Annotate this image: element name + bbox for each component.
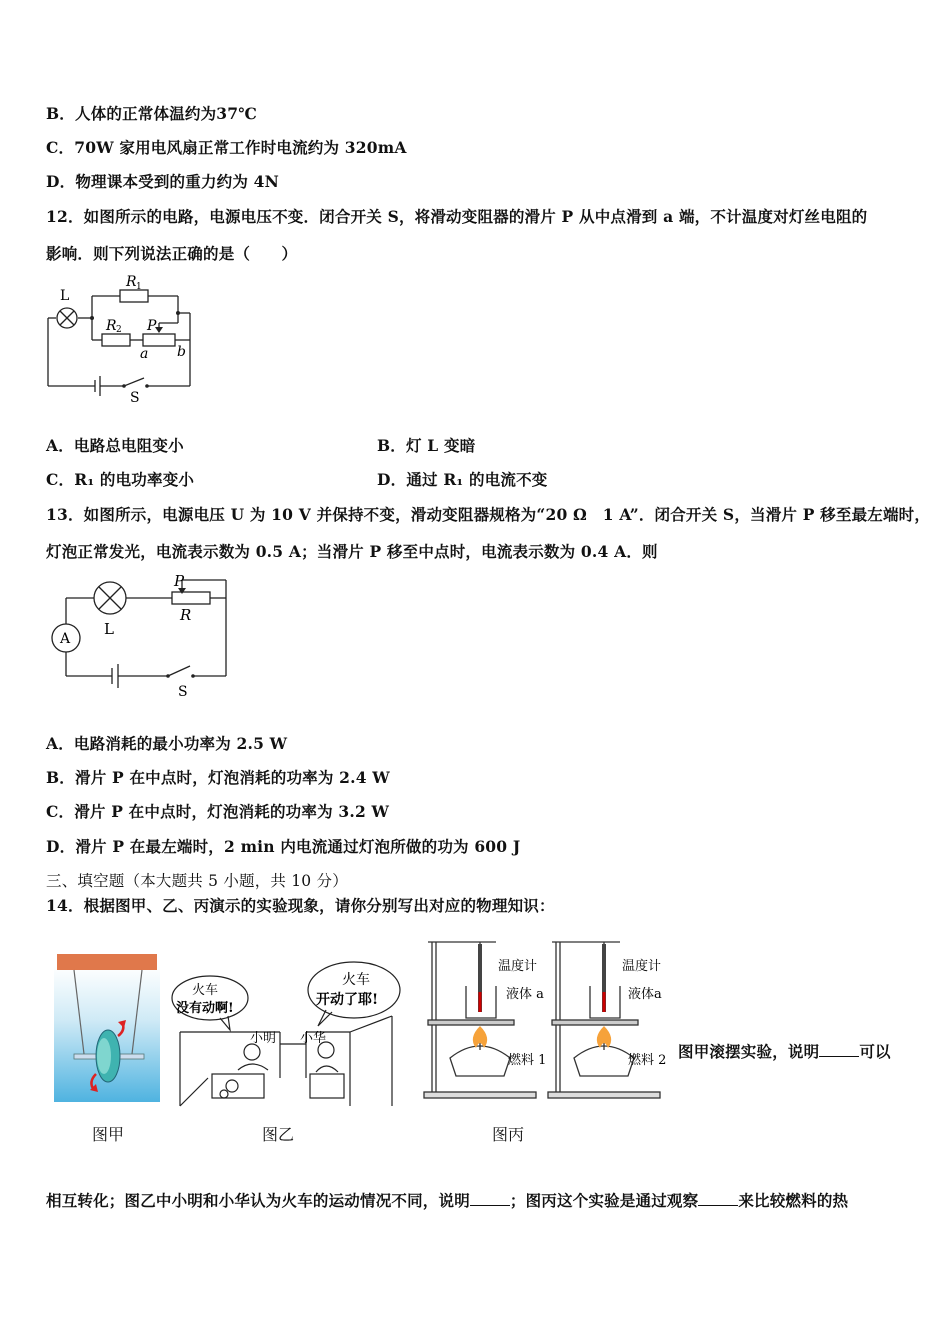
q12-label-a: a (140, 346, 149, 362)
q13-circuit-figure (44, 568, 244, 704)
q13-option-c: C．滑片 P 在中点时，灯泡消耗的功率为 3.2 W (46, 802, 390, 821)
q14-side-text-start: 图甲滚摆实验，说明 (678, 1042, 820, 1061)
q14-caption-bing: 图丙 (492, 1125, 525, 1144)
q13-label-p: P (174, 572, 185, 590)
q14-stem: 14．根据图甲、乙、丙演示的实验现象，请你分别写出对应的物理知识： (46, 896, 555, 915)
q13-label-s: S (178, 684, 188, 700)
q13-label-l: L (104, 620, 114, 638)
q12-label-r2-sub: 2 (116, 325, 122, 335)
q14-figure-yi (170, 958, 420, 1110)
q14-blank-3[interactable] (698, 1191, 738, 1206)
q12-label-p: P (147, 318, 157, 334)
q14-fuel1-label: 燃料 1 (508, 1053, 547, 1068)
q14-bubble2-line2: 开动了耶! (316, 992, 379, 1008)
q12-option-c: C．R₁ 的电功率变小 (46, 470, 195, 489)
q13-option-a: A．电路消耗的最小功率为 2.5 W (46, 734, 288, 753)
q14-label-xiaoming: 小明 (250, 1031, 277, 1046)
section-3-heading: 三、填空题（本大题共 5 小题，共 10 分） (46, 872, 348, 890)
q14-label-xiaohua: 小华 (300, 1031, 327, 1046)
q14-bottom-part2: ；图丙这个实验是通过观察 (509, 1191, 699, 1210)
q13-stem-line2: 灯泡正常发光，电流表示数为 0.5 A；当滑片 P 移至中点时，电流表示数为 0.4 A．则 (46, 542, 658, 561)
q14-caption-jia: 图甲 (92, 1125, 125, 1144)
q14-fuel2-label: 燃料 2 (628, 1053, 667, 1068)
q12-circuit-figure (40, 268, 210, 408)
q14-side-text-end: 可以 (859, 1042, 891, 1061)
q13-option-d: D．滑片 P 在最左端时，2 min 内电流通过灯泡所做的功为 600 J (46, 837, 521, 856)
q11-option-b: B．人体的正常体温约为37℃ (46, 104, 258, 123)
q12-label-r2: R (106, 318, 117, 334)
q12-label-r1: R (126, 274, 137, 290)
q12-label-s: S (130, 390, 140, 406)
q12-label-b: b (177, 344, 186, 360)
q14-figure-bing (420, 934, 680, 1102)
q12-stem-line1: 12．如图所示的电路，电源电压不变．闭合开关 S，将滑动变阻器的滑片 P 从中点滑到 a 端，不计温度对灯丝电阻的 (46, 207, 868, 226)
q12-label-r1-sub: 1 (136, 282, 142, 292)
q14-bottom-part1: 相互转化；图乙中小明和小华认为火车的运动情况不同，说明 (46, 1191, 470, 1210)
q14-blank-2[interactable] (470, 1191, 510, 1206)
q13-label-r: R (180, 606, 192, 624)
q13-ammeter-label: A (60, 631, 71, 647)
q14-bottom-part3: 来比较燃料的热 (738, 1191, 849, 1210)
q14-bubble2-line1: 火车 (342, 972, 370, 988)
q12-option-a: A．电路总电阻变小 (46, 436, 184, 455)
q13-option-b: B．滑片 P 在中点时，灯泡消耗的功率为 2.4 W (46, 768, 390, 787)
q14-bubble1-line1: 火车 (192, 983, 219, 998)
q14-thermometer2-label: 温度计 (622, 959, 662, 974)
q12-option-b: B．灯 L 变暗 (377, 436, 476, 455)
q14-liquid2-label: 液体a (628, 987, 662, 1002)
q14-bottom-text (46, 1189, 848, 1211)
q11-option-d: D．物理课本受到的重力约为 4N (46, 172, 279, 191)
q14-blank-1[interactable] (819, 1042, 859, 1057)
q12-label-l: L (60, 288, 70, 304)
q12-stem-line2: 影响．则下列说法正确的是（ ） (46, 244, 298, 263)
q14-caption-yi: 图乙 (262, 1125, 295, 1144)
q14-thermometer1-label: 温度计 (498, 959, 538, 974)
q14-side-text (678, 1040, 891, 1062)
q12-option-d: D．通过 R₁ 的电流不变 (377, 470, 548, 489)
q14-figure-jia (54, 950, 162, 1104)
q11-option-c: C．70W 家用电风扇正常工作时电流约为 320mA (46, 138, 407, 157)
q14-bubble1-line2: 没有动啊! (176, 1001, 234, 1016)
q14-liquid1-label: 液体 a (506, 987, 544, 1002)
q13-stem-line1: 13．如图所示，电源电压 U 为 10 V 并保持不变，滑动变阻器规格为“20 Ω 1 A”．闭合开关 S，当滑片 P 移至最左端时， (46, 505, 931, 524)
